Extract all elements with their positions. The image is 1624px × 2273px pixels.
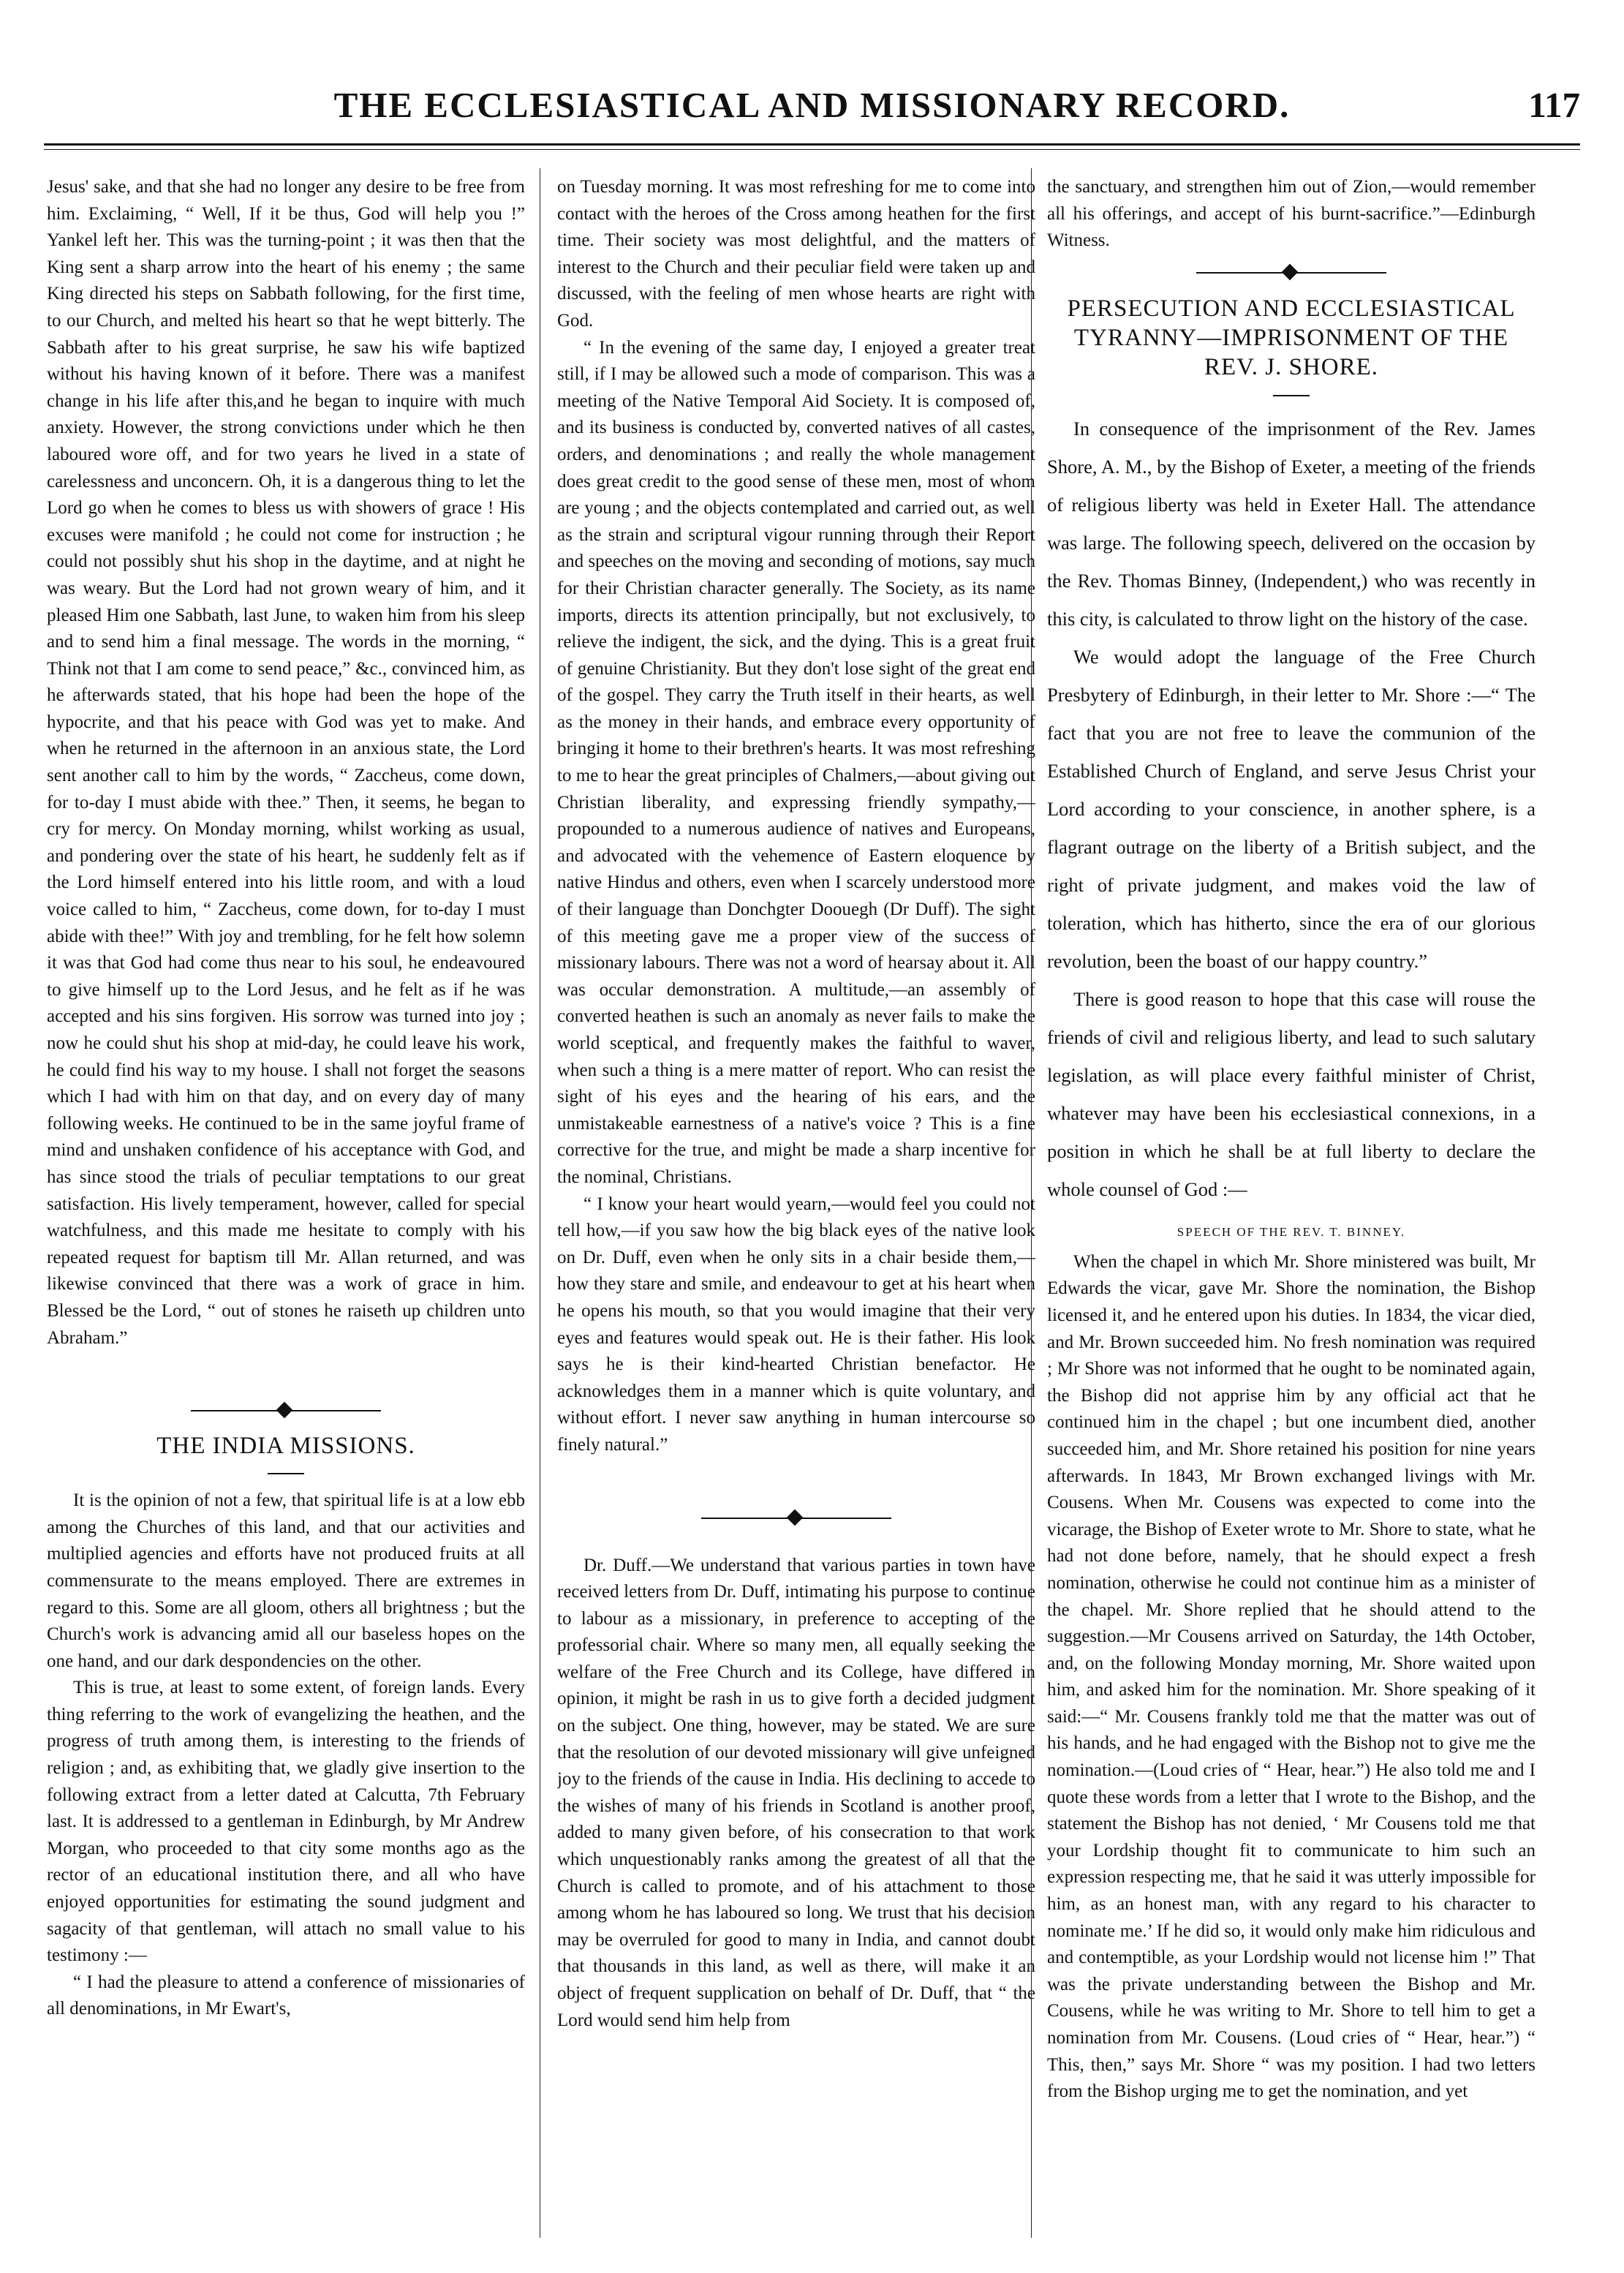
article-paragraph: “ I had the pleasure to attend a conference of missionaries of all denominations, in Mr Ewart's, (47, 1972, 525, 2019)
article-paragraph: “ In the evening of the same day, I enjoyed a greater treat still, if I may be allowed such a mode of comparison. This was a meeting of the Native Temporal Aid Society. It is composed of, and its business is conducted by, converted natives of all castes, orders, and denominations ; and really the whole management does great credit to the good sense of these men, most of whom are young ; and the objects contemplated and carried out, as well as the strain and scriptural vigour running through their Report and speeches on the moving and seconding of motions, say much for their Christian character generally. The Society, as its name imports, directs its attention principally, but not exclusively, to relieve the indigent, the sick, and the dying. This is a great fruit of genuine Christianity. But they don't lose sight of the great end of the gospel. They carry the Truth itself in their hearts, as well as the money in their hands, and embrace every opportunity of bringing it home to their brethren's hearts. It was most refreshing to me to hear the great principles of Chalmers,—about giving out Christian liberality, and expressing friendly sympathy,—propounded to a numerous audience of natives and Europeans, and advocated with the vehemence of Eastern eloquence by native Hindus and others, even when I scarcely understood more of their language than Donchgter Doouegh (Dr Duff). The sight of this meeting gave me a proper view of the success of missionary labours. There was not a word of hearsay about it. All was occular demonstration. A multitude,—an assembly of converted heathen is such an anomaly as never fails to make the world sceptical, and frequently makes the faithful to waver, when such a thing is a mere matter of report. Who can resist the sight of his eyes and the hearing of his ears, and the unmistakeable earnestness of a native's voice ? This is a fine corrective for the true, and might be made a sharp incentive for the nominal, Christians. (557, 337, 1035, 1187)
article-paragraph: We would adopt the language of the Free Church Presbytery of Edinburgh, in their letter to Mr. Shore :—“ The fact that you are not free to leave the communion of the Established Church of England, and serve Jesus Christ your Lord according to your conscience, in another sphere, is a flagrant outrage on the liberty of a British subject, and the right of private judgment, and makes void the law of toleration, which has hitherto, since the era of our glorious revolution, been the boast of our happy country.” (1047, 645, 1536, 972)
running-head (44, 82, 1580, 133)
article-paragraph: There is good reason to hope that this case will rouse the friends of civil and religious liberty, and lead to such salutary legislation, as will place every faithful minister of Christ, whatever may have been his ecclesiastical connexions, in a position in which he shall be at full liberty to declare the whole counsel of God :— (1047, 987, 1536, 1200)
header-rule (44, 143, 1580, 146)
article-paragraph: “ I know your heart would yearn,—would feel you could not tell how,—if you saw how the big black eyes of the native look on Dr. Duff, even when he only sits in a chair beside them,—how they stare and smile, and endeavour to get at his heart when he opens his mouth, so that you would imagine that their very eyes and features would speak out. He is their father. His look says he is their kind-hearted Christian benefactor. He acknowledges them in a manner which is quite voluntary, and without effort. I never saw anything in human intercourse so finely natural.” (557, 1194, 1035, 1455)
ornament-divider (191, 1400, 381, 1422)
column-2 (557, 174, 1035, 2236)
short-rule (268, 1473, 304, 1474)
ornament-divider (701, 1507, 891, 1529)
section-heading-persecution: PERSECUTION AND ECCLESIASTICAL TYRANNY—IMPRISONMENT OF THE REV. J. SHORE. (1067, 295, 1516, 380)
article-paragraph: Jesus' sake, and that she had no longer any desire to be free from him. Exclaiming, “ Well, If it be thus, God will help you !” Yankel left her. This was the turning-point ; it was then that the King sent a sharp arrow into the heart of his enemy ; the same King directed his steps on Sabbath following, for the first time, to our Church, and melted his heart so that he wept bitterly. The Sabbath after to his great surprise, he saw his wife baptized without his having known of it before. There was a manifest change in his life after this,and he began to inquire with much anxiety. However, the strong convictions under which he then laboured wore off, and for two years he lived in a state of carelessness and unconcern. Oh, it is a dangerous thing to let the Lord go when he comes to bless us with showers of grace ! His excuses were manifold ; he could not come for instruction ; he could not possibly shut his shop in the daytime, and at night he was weary. But the Lord had not grown weary of him, and it pleased Him one Sabbath, last June, to waken him from his sleep and to send him a final message. The words in the morning, “ Think not that I am come to send peace,” &c., convinced him, as he afterwards stated, that his hope had been the hope of the hypocrite, and that his peace with God was yet to make. And when he returned in the afternoon in an anxious state, the Lord sent another call to him by the words, “ Zaccheus, come down, for to-day I must abide with thee.” Then, it seems, he began to cry for mercy. On Monday morning, whilst working as usual, and pondering over the state of his heart, he suddenly felt as if the Lord himself entered into his little room, and with a loud voice called to him, “ Zaccheus, come down, for to-day I must abide with thee!” With joy and trembling, for he felt how solemn it was that God had come thus near to his soul, he endeavoured to give himself up to the Lord Jesus, and he felt as if he was accepted and his sins forgiven. His sorrow was turned into joy ; now he could shut his shop at mid-day, he could leave his work, he could find his way to my house. I shall not forget the seasons which I had with him on that day, and on every day of many following weeks. He continued to be in the same joyful frame of mind and unshaken confidence of his acceptance with God, and has since stood the trials of peculiar temptations to our great satisfaction. His lively temperament, however, called for special watchfulness, and this made me hesitate to comply with his repeated request for baptism till Mr. Allan returned, and was likewise convinced that there was a work of grace in him. Blessed be the Lord, “ out of stones he raiseth up children unto Abraham.” (47, 177, 525, 1348)
running-title: THE ECCLESIASTICAL AND MISSIONARY RECORD. (333, 85, 1291, 125)
article-paragraph: It is the opinion of not a few, that spiritual life is at a low ebb among the Churches of this land, and that our activities and multiplied agencies and efforts have not produced fruits at all commensurate to the means employed. There are extremes in regard to this. Some are all gloom, others all brightness ; but the Church's work is advancing amid all our baseless hopes on the one hand, and our dark despondencies on the other. (47, 1490, 525, 1671)
header-rule-thin (44, 149, 1580, 150)
short-rule (1273, 395, 1310, 396)
article-paragraph: the sanctuary, and strengthen him out of Zion,—would remember all his offerings, and accept of his burnt-sacrifice.”—Edinburgh Witness. (1047, 177, 1536, 251)
ornament-divider (1196, 262, 1386, 284)
speech-heading: SPEECH OF THE REV. T. BINNEY. (1177, 1224, 1406, 1239)
article-paragraph: When the chapel in which Mr. Shore ministered was built, Mr Edwards the vicar, gave Mr. Shore the nomination, the Bishop licensed it, and he entered upon his duties. In 1834, the vicar died, and Mr. Brown succeeded him. No fresh nomination was required ; Mr Shore was not informed that he ought to be nominated again, the Bishop did not apprise him by any official act that he continued him in the chapel ; but one incumbent died, another succeeded him, and Mr. Shore retained his position for nine years afterwards. In 1843, Mr Brown exchanged livings with Mr. Cousens. When Mr. Cousens was expected to come into the vicarage, the Bishop of Exeter wrote to Mr. Shore to state, what he had not done before, namely, that he should expect a fresh nomination, otherwise he could not continue him as a minister of the chapel. Mr. Shore replied that he should attend to the suggestion.—Mr Cousens arrived on Saturday, the 14th October, and, on the following Monday morning, Mr. Shore waited upon him, and asked him for the nomination. Mr. Shore speaking of it said:—“ Mr. Cousens frankly told me that the matter was out of his hands, and he had engaged with the Bishop not to give me the nomination.—(Loud cries of “ Hear, hear.”) He also told me and I quote these words from a letter that I wrote to the Bishop, and the statement the Bishop has not denied, ‘ Mr Cousens told me that your Lordship thought fit to communicate to him such an expression respecting me, that he said it was utterly impossible for him, as an honest man, with any regard to his character to nominate me.’ If he did so, it would only make him ridiculous and and contemptible, as your Lordship would not license him !” That was the private understanding between the Bishop and Mr. Cousens, while he was writing to Mr. Shore to tell him to get a nomination from Mr. Cousens. (Loud cries of “ Hear, hear.”) “ This, then,” says Mr. Shore “ was my position. I had two letters from the Bishop urging me to get the nomination, and yet (1047, 1251, 1536, 2102)
article-paragraph: on Tuesday morning. It was most refreshing for me to come into contact with the heroes of the Cross among heathen for the first time. Their society was most delightful, and the matters of interest to the Church and their peculiar field were taken up and discussed, with the feeling of men whose hearts are right with God. (557, 177, 1035, 331)
column-3 (1047, 174, 1536, 2236)
page-number: 117 (1528, 85, 1580, 125)
column-1 (47, 174, 525, 2236)
article-paragraph: This is true, at least to some extent, of foreign lands. Every thing referring to the work of evangelizing the heathen, and the progress of truth among them, is interesting to the friends of religion ; and, as exhibiting that, we gladly give insertion to the following extract from a letter dated at Calcutta, 7th February last. It is addressed to a gentleman in Edinburgh, by Mr Andrew Morgan, who proceeded to that city some months ago as the rector of an educational institution there, and all who have enjoyed opportunities for estimating the sound judgment and sagacity of that gentleman, will attach no small value to his testimony :— (47, 1678, 525, 1966)
section-heading-india-missions: THE INDIA MISSIONS. (156, 1433, 415, 1460)
article-paragraph-dr-duff: Dr. Duff.—We understand that various parties in town have received letters from Dr. Duff, intimating his purpose to continue to labour as a missionary, in preference to accepting of the professorial chair. Where so many men, all equally seeking the welfare of the Free Church and its College, have differed in opinion, it might be rash in us to give forth a decided judgment on the subject. One thing, however, may be stated. We are sure that the resolution of our devoted missionary will give unfeigned joy to the friends of the cause in India. His declining to accede to the wishes of many of his friends in Scotland is another proof, added to many given before, of his consecration to that work which unquestionably ranks among the greatest of all that the Church is called to promote, and of his attachment to those among whom he has laboured so long. We trust that his decision may be overruled for good to many in India, and cannot doubt that thousands in this land, as well as there, will make it an object of frequent supplication on behalf of Dr. Duff, that “ the Lord would send him help from (557, 1555, 1035, 2030)
article-paragraph: In consequence of the imprisonment of the Rev. James Shore, A. M., by the Bishop of Exeter, a meeting of the friends of religious liberty was held in Exeter Hall. The attendance was large. The following speech, delivered on the occasion by the Rev. Thomas Binney, (Independent,) who was recently in this city, is calculated to throw light on the history of the case. (1047, 417, 1536, 630)
